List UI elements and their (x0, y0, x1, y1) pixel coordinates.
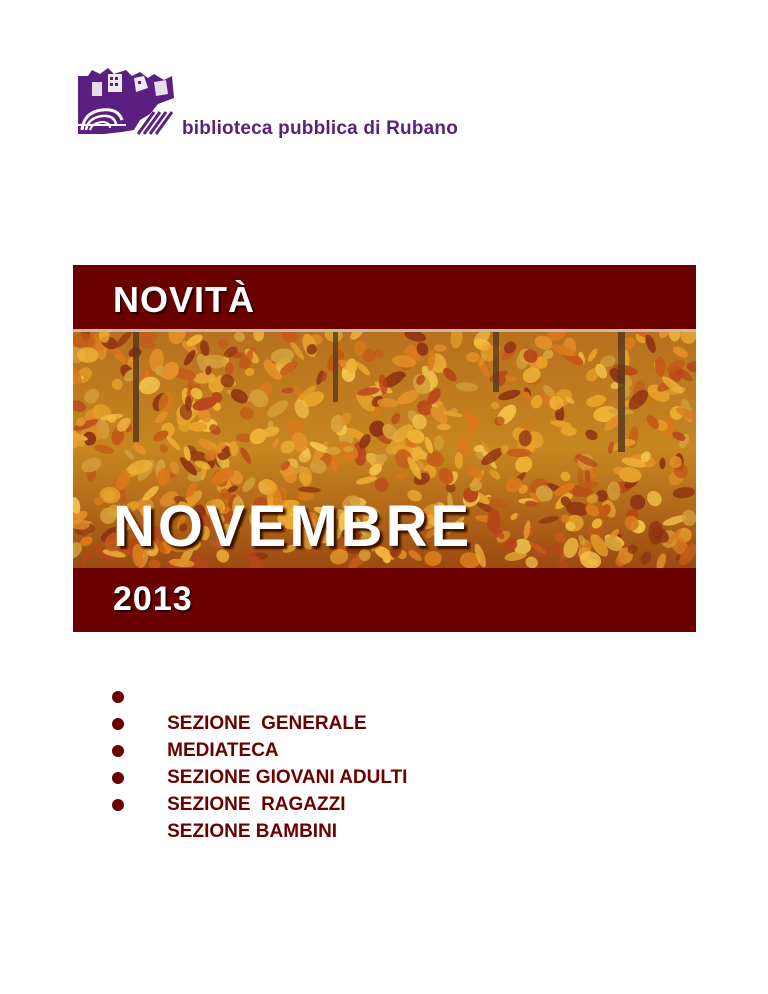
bullet-icon (112, 691, 124, 703)
library-logo-icon (78, 68, 178, 136)
section-label: SEZIONE RAGAZZI (167, 794, 346, 815)
bullet-icon (112, 772, 124, 784)
section-item-giovani-adulti (112, 737, 408, 788)
section-label: MEDIATECA (167, 740, 279, 761)
library-name: biblioteca pubblica di Rubano (182, 118, 459, 139)
section-label: SEZIONE GIOVANI ADULTI (167, 767, 408, 788)
cover-year: 2013 (113, 580, 193, 618)
bullet-icon (112, 718, 124, 730)
leaf-texture (326, 447, 341, 455)
cover-banner (73, 265, 696, 632)
section-item-bambini (112, 791, 407, 842)
section-item-mediateca (112, 710, 407, 761)
section-label: SEZIONE GENERALE (167, 713, 367, 734)
bullet-icon (112, 799, 124, 811)
section-list (112, 683, 408, 842)
bullet-icon (112, 745, 124, 757)
section-label: SEZIONE BAMBINI (167, 821, 338, 842)
section-item-generale (112, 683, 407, 734)
section-item-ragazzi (112, 764, 407, 815)
cover-month: NOVEMBRE (113, 494, 473, 559)
cover-title: NOVITÀ (113, 279, 256, 320)
library-header (78, 68, 578, 138)
